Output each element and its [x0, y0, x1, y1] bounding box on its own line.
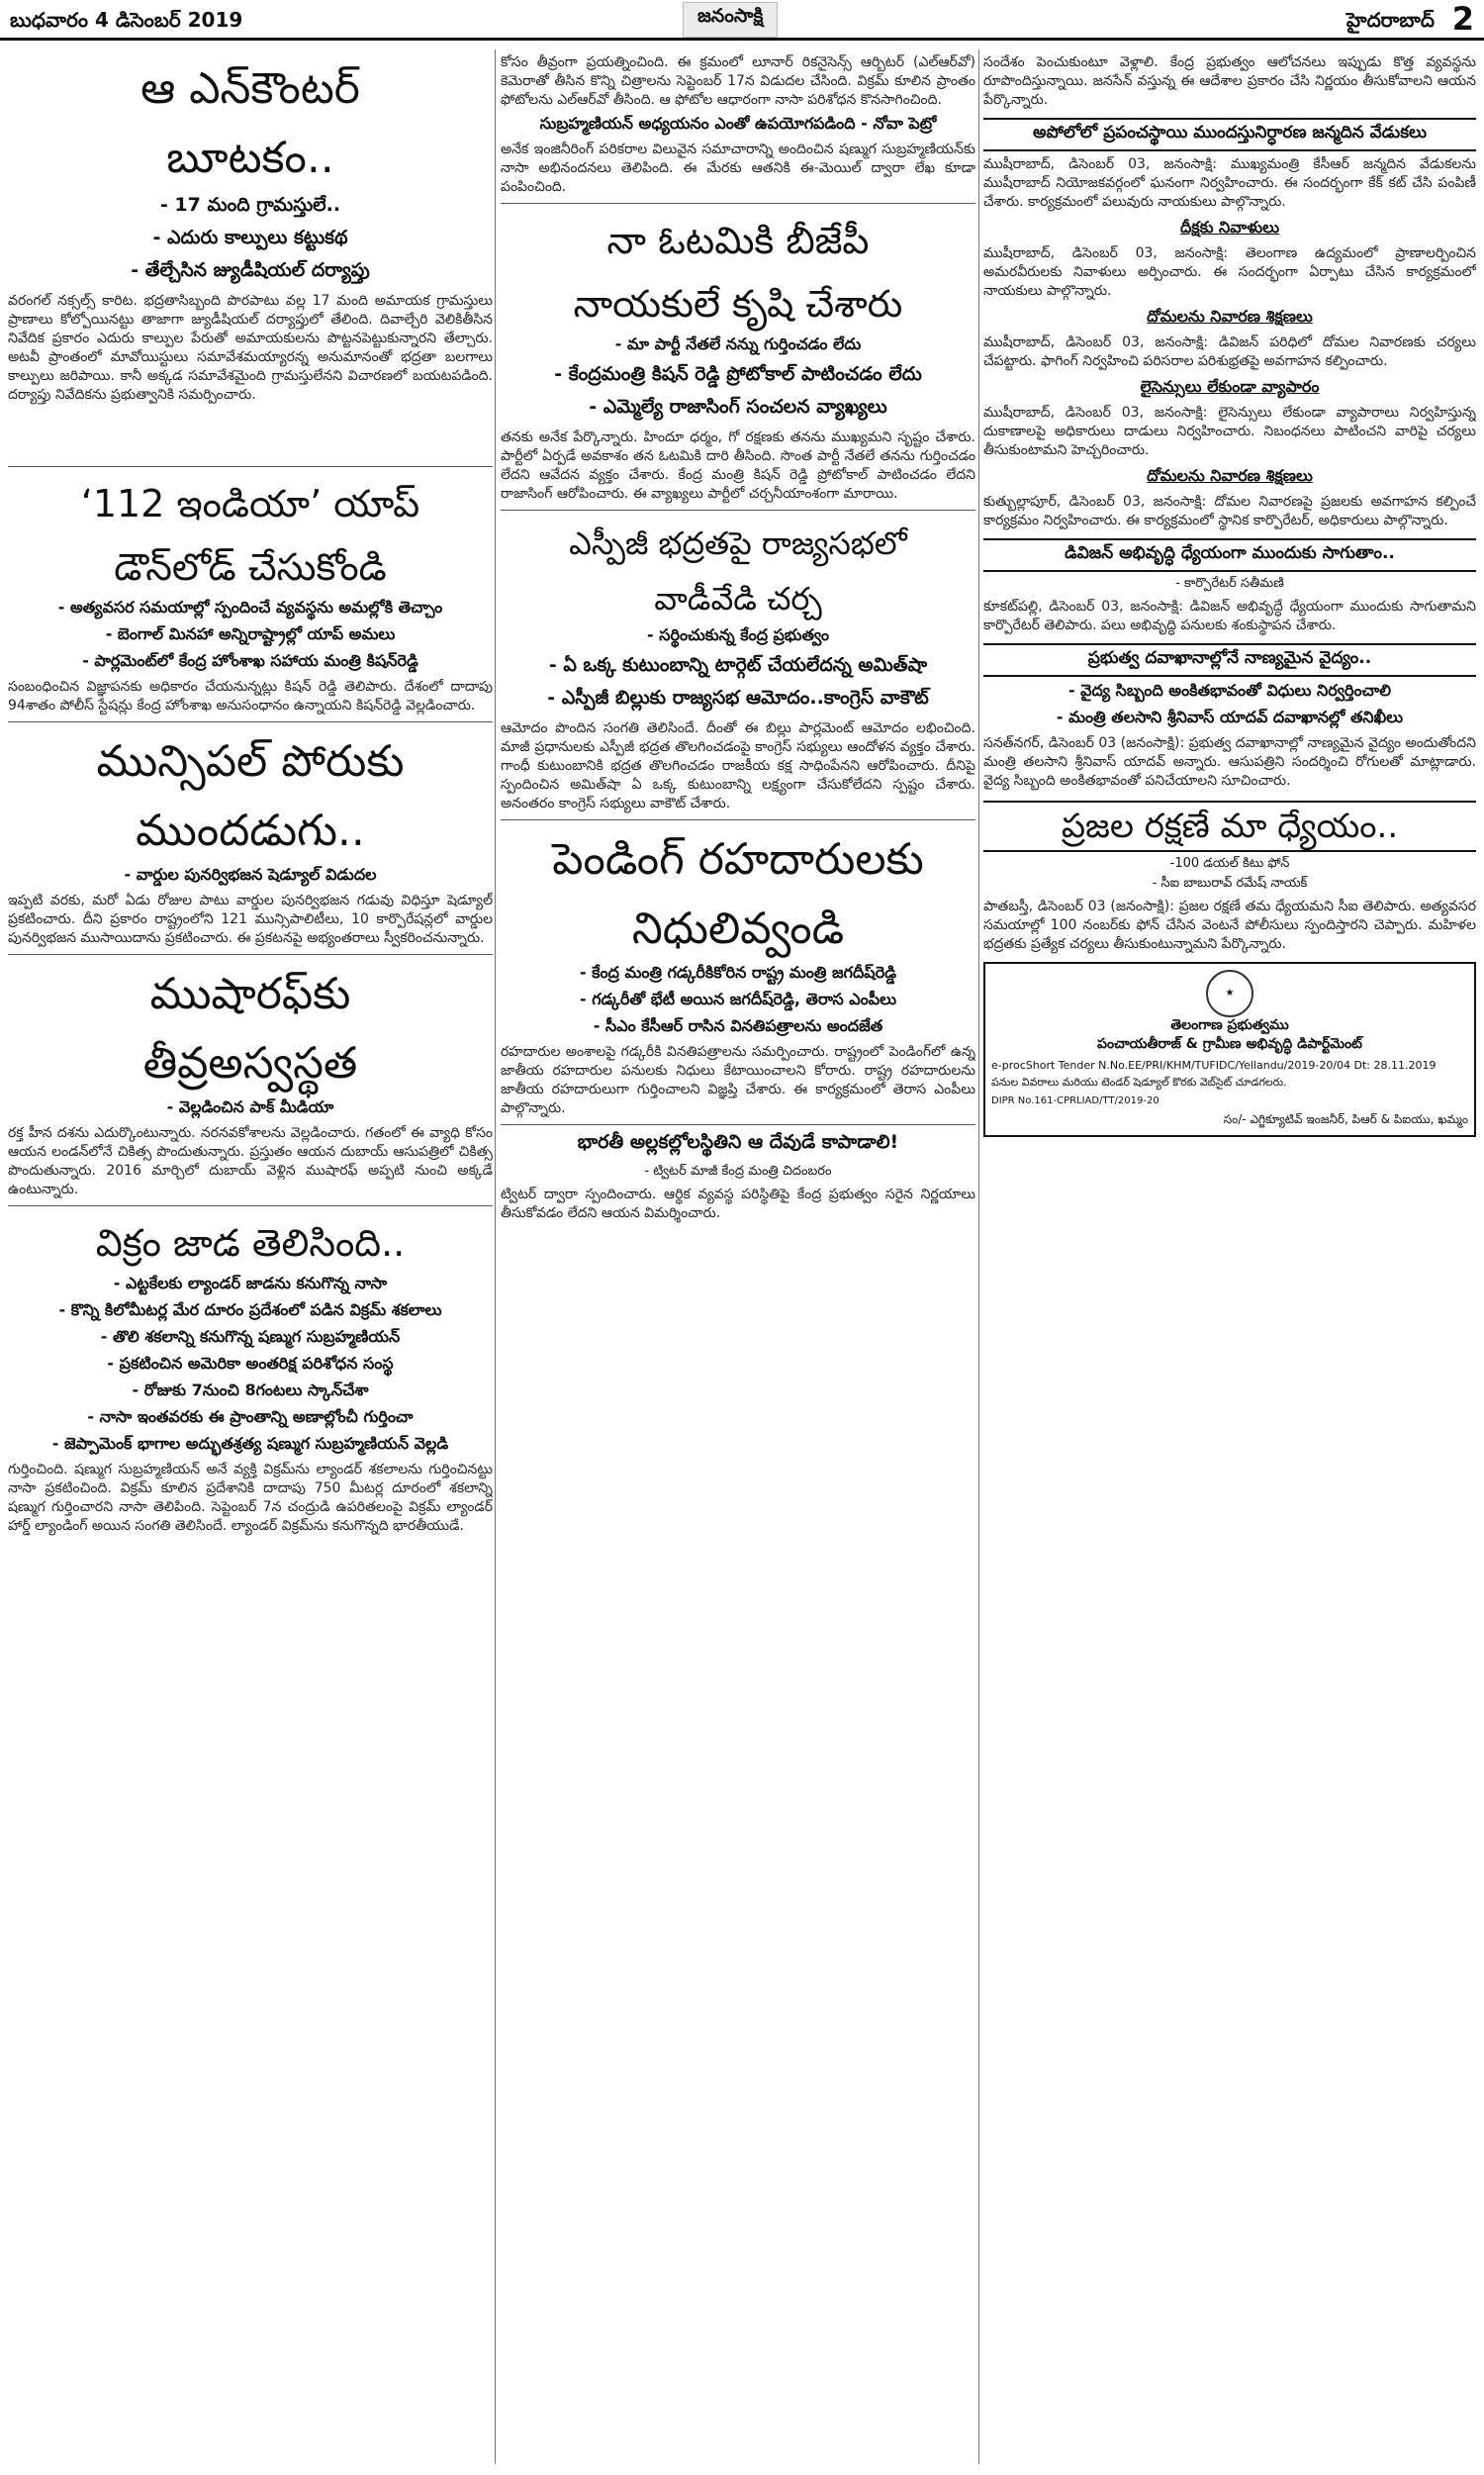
byline: - సీఐ బాబురావ్‌ రమేష్‌ నాయక్‌ — [1152, 876, 1308, 891]
subheadline: - ఏ ఒక్క కుటుంబాన్ని టార్గెట్‌ చేయలేదన్న అమిత్‌షా — [548, 654, 928, 676]
subheadline: - కేంద్రమంత్రి కిషన్‌ రెడ్డి ప్రోటోకాల్‌ పాటించడం లేదు — [554, 363, 922, 385]
column-2 — [501, 49, 975, 1229]
headline: మున్సిపల్‌ పోరుకు — [96, 736, 405, 787]
column-1 — [8, 49, 493, 1542]
story-body: ముషీరాబాద్‌, డిసెంబర్‌ 03, జనంసాక్షి: లైసెన్సులు లేకుండా వ్యాపారాలు నిర్వహిస్తున్న దుకాణాలపై అధికారులు దాడులు నిర్వహించారు. నిబంధనలు పాటించని వారిపై చర్యలు తీసుకుంటామని హెచ్చరించారు. — [983, 405, 1476, 458]
govt-tender-advertisement — [983, 962, 1476, 1137]
subheadline: - కొన్ని కిలోమీటర్ల మేర దూరం ప్రదేశంలో పడిన విక్రమ్‌ శకలాలు — [58, 1300, 442, 1319]
headline: భారతీ అల్లకల్లోలస్థితిని ఆ దేవుడే కాపాడాలి! — [577, 1131, 899, 1153]
headline: నాయకులే కృషి చేశారు — [573, 282, 903, 326]
story-body: ముషీరాబాద్‌, డిసెంబర్‌ 03, జనంసాక్షి: డివిజన్‌ పరిధిలో దోమల నివారణకు చర్యలు చేపట్టారు. ఫాగింగ్‌ నిర్వహించి పరిసరాల పరిశుభ్రతపై అవగాహన కల్పించారు. — [983, 334, 1476, 369]
story-body: అనేక ఇంజినీరింగ్‌ పరికరాల విలువైన సమాచారాన్ని అందించిన షణ్ముగ సుబ్రహ్మణియన్‌కు నాసా అభినందనలు తెలిపింది. ఈ మేరకు ఆతనికి ఈ-మెయిల్‌ ద్వారా లేఖ కూడా పంపించింది. — [501, 142, 975, 195]
government-seal-icon: ★ — [1206, 970, 1253, 1017]
story-roads — [501, 830, 975, 1118]
story-body: తనకు అనేక పేర్కొన్నారు. హిందూ ధర్మం, గో రక్షణకు తనను ముఖ్యమని సృష్టం చేశారు. పార్టీలో ఏర్పడే అవకాశం తన ఓటమికి దారి తీసింది. సొంత పార్టీ నేతలే తనను గుర్తించడం లేదని ఆవేదన వ్యక్తం చేశారు. కేంద్ర మంత్రి కిషన్‌ రెడ్డి ప్రోటోకాల్‌ పాటించడం లేదని రాజాసింగ్‌ ఆరోపించారు. ఈ వ్యాఖ్యలు పార్టీలో చర్చనీయాంశంగా మారాయి. — [501, 429, 975, 502]
headline: తీవ్రఅస్వస్థత — [142, 1038, 358, 1089]
subheadline: - ఎదురు కాల్పులు కట్టుకథ — [152, 227, 348, 248]
subheadline: - ఎమ్మెల్యే రాజాసింగ్‌ సంచలన వ్యాఖ్యలు — [589, 396, 887, 418]
story-continued — [983, 53, 1476, 110]
section-heading: దోమలను నివారణ శిక్షణలు — [1147, 307, 1313, 326]
story-body: ట్విటర్‌ ద్వారా స్పందించారు. ఆర్థిక వ్యవస్థ పరిస్థితిపై కేంద్ర ప్రభుత్వం సరైన నిర్ణయాలు తీసుకోవడం లేదని ఆయన విమర్శించారు. — [501, 1187, 975, 1221]
subheadline: - ఎస్పీజీ బిల్లుకు రాజ్యసభ ఆమోదం..కాంగ్రెస్‌ వాకౌట్‌ — [547, 687, 929, 709]
headline: ప్రజల రక్షణే మా ధ్యేయం.. — [983, 801, 1476, 852]
story-body: సందేశం పెంచుకుంటూ వెళ్లాలి. కేంద్ర ప్రభుత్వం ఆలోచనలు ఇప్పుడు కొత్త వ్యవస్థను రూపొందిస్తున్నాయి. జనసేన్‌ వస్తున్న ఈ ఆదేశాల ప్రకారం చేసి నిర్ణయం తీసుకోవాలని ఆయన పేర్కొన్నారు. — [983, 54, 1476, 108]
subheadline: - ఎట్టకేలకు ల్యాండర్‌ జాడను కనుగొన్న నాసా — [113, 1274, 388, 1292]
ad-text: పనుల వివరాలు మరియు టెండర్‌ షెడ్యూల్‌ కొరకు వెబ్‌సైట్‌ చూడగలరు. — [991, 1076, 1287, 1089]
story-divider — [8, 1205, 493, 1206]
subheadline: - వెల్లడించిన పాక్‌ మీడియా — [166, 1097, 334, 1116]
headline: ఆ ఎన్‌కౌంటర్ — [140, 63, 360, 114]
story-body: కూకట్‌పల్లి, డిసెంబర్‌ 03, జనంసాక్షి: డివిజన్‌ అభివృద్ధే ధ్యేయంగా ముందుకు సాగుతామని కార్పొరేటర్‌ తెలిపారు. పలు అభివృద్ధి పనులకు శంకుస్థాపన చేశారు. — [983, 599, 1476, 633]
subheadline: - సర్థించుకున్న కేంద్ర ప్రభుత్వం — [647, 625, 829, 644]
story-cm-birthday — [983, 118, 1476, 212]
story-govt-hospitals — [983, 643, 1476, 791]
pull-quote: సుబ్రహ్మణియన్‌ అధ్యయనం ఎంతో ఉపయోగపడింది - నోవా పెట్రో — [539, 114, 937, 133]
subheadline: - అత్యవసర సమయాల్లో స్పందించే వ్యవస్థను అమల్లోకి తెచ్చాం — [57, 598, 443, 617]
story-body: గుర్తించింది. షణ్ముగ సుబ్రహ్మణియన్‌ అనే వ్యక్తి విక్రమ్‌ను ల్యాండర్‌ శకలాలను గుర్తించినట్టు నాసా ప్రకటించింది. విక్రమ్‌ కూలిన ప్రదేశానికి దాదాపు 750 మీటర్ల దూరంలో శకలాన్ని షణ్ముగ గుర్తించారని నాసా తెలిపింది. సెప్టెంబర్‌ 7న చంద్రుడి ఉపరితలంపై విక్రమ్‌ ల్యాండర్‌ హార్డ్‌ ల్యాండింగ్‌ అయిన సంగతి తెలిసిందే. ల్యాండర్‌ విక్రమ్‌ను కనుగొన్నది భారతీయుడే. — [8, 1462, 493, 1534]
headline: డౌన్‌లోడ్‌ చేసుకోండి — [114, 545, 387, 589]
section-heading: ప్రభుత్వ దవాఖానాల్లోనే నాణ్యమైన వైద్యం.. — [983, 643, 1476, 677]
story-divider — [8, 721, 493, 722]
story-public-safety — [983, 801, 1476, 954]
subheadline: - కేంద్ర మంత్రి గడ్కరీకికోరిన రాష్ట్ర మంత్రి జగదీష్‌రెడ్డి — [579, 963, 897, 982]
story-body: ముషీరాబాద్‌, డిసెంబర్‌ 03, జనంసాక్షి: తెలంగాణ ఉద్యమంలో ప్రాణాలర్పించిన అమరవీరులకు నివాళులు అర్పించారు. ఈ సందర్భంగా ఏర్పాటు చేసిన కార్యక్రమంలో నాయకులు పాల్గొన్నారు. — [983, 245, 1476, 299]
story-rajasingh — [501, 214, 975, 504]
story-body: ఆమోదం పొందిన సంగతి తెలిసిందే. దీంతో ఈ బిల్లు పార్లమెంట్‌ ఆమోదం లభించింది. మాజీ ప్రధానులకు ఎస్పీజీ భద్రత తొలగించడంపై కాంగ్రెస్‌ సభ్యులు ఆందోళన వ్యక్తం చేశారు. గాంధీ కుటుంబానికి భద్రత తొలగించడం రాజకీయ కక్ష సాధింపేనని ఆరోపించారు. దీనిపై స్పందించిన అమిత్‌షా ఏ ఒక్క కుటుంబాన్ని లక్ష్యంగా చేసుకోలేదని స్పష్టం చేశారు. అనంతరం కాంగ్రెస్‌ సభ్యులు వాకౌట్‌ చేశారు. — [501, 720, 975, 811]
headline: ముషారఫ్‌కు — [149, 969, 351, 1019]
subheadline: - వైద్య సిబ్బంది అంకితభావంతో విధులు నిర్వర్తించాలి — [1067, 681, 1392, 700]
story-body: కుత్బుల్లాపూర్‌, డిసెంబర్‌ 03, జనంసాక్షి: దోమల నివారణపై ప్రజలకు అవగాహన కల్పించే కార్యక్రమం నిర్వహించారు. ఈ కార్యక్రమంలో స్థానిక కార్పొరేటర్‌, అధికారులు పాల్గొన్నారు. — [983, 494, 1476, 528]
section-heading: డివిజన్‌ అభివృద్ధి ధ్యేయంగా ముందుకు సాగుతాం.. — [983, 538, 1476, 572]
story-encounter — [8, 59, 493, 460]
subheadline: - ప్రకటించిన అమెరికా అంతరిక్ష పరిశోధన సంస్థ — [107, 1354, 394, 1373]
story-body: కోసం తీవ్రంగా ప్రయత్నించింది. ఈ క్రమంలో లూనార్‌ రికనైసెన్స్‌ ఆర్బిటర్‌ (ఎల్‌ఆర్‌వో) కెమెరాతో తీసిన కొన్ని చిత్రాలను సెప్టెంబర్‌ 17న విడుదల చేసింది. విక్రమ్‌ కూలిన ప్రాంతం ఫోటోలను ఎల్‌ఆర్‌వో తీసింది. ఆ ఫోటోల ఆధారంగా నాసా పరిశోధన కొనసాగించింది. — [501, 54, 975, 108]
ad-title: తెలంగాణ ప్రభుత్వము — [1170, 1017, 1289, 1033]
issue-date: బుధవారం 4 డిసెంబర్ 2019 — [10, 8, 243, 32]
story-body: వరంగల్‌ నక్సల్స్‌ కారిట. భద్రతాసిబ్బంది పొరపాటు వల్ల 17 మంది అమాయక గ్రామస్తులు ప్రాణాలు కోల్పోయినట్టు తాజాగా జ్యుడీషియల్‌ దర్యాప్తులో తేలింది. దివాల్చేరి వెలికితీసిన నివేదిక ప్రకారం ఎదురు కాల్పుల పేరుతో అమాయకులను పొట్టనపెట్టుకున్నారని తేల్చారు. అటవీ ప్రాంతంలో మావోయిస్టులు సమావేశమయ్యారన్న అనుమానంతో భద్రతా బలగాలు కాల్పులు జరిపాయి. కానీ అక్కడ సమావేశమైంది గ్రామస్తులేనని విచారణలో బయటపడింది. దర్యాప్తు నివేదికను ప్రభుత్వానికి సమర్పించారు. — [8, 293, 493, 403]
ad-signature: సం/- ఎగ్జిక్యూటివ్‌ ఇంజనీర్‌, పిఆర్‌ & పిఐయు, ఖమ్మం — [1223, 1112, 1468, 1126]
byline: - కార్పొరేటర్‌ సతీమణి — [1175, 576, 1284, 591]
story-spg — [501, 521, 975, 813]
headline: ‘112 ఇండియా’ యాప్‌ — [80, 482, 420, 525]
edition-city: హైదరాబాద్ — [1345, 8, 1435, 32]
story-body: సంబంధించిన విజ్ఞాపనకు అధికారం చేయనున్నట్లు కిషన్‌ రెడ్డి తెలిపారు. దేశంలో దాదాపు 94శాతం పోలీస్‌ స్టేషన్లు కేంద్ర హోంశాఖ అనుసంధానం ఉన్నాయని కిషన్‌రెడ్డి వెల్లడించారు. — [8, 679, 493, 714]
subheadline: - వార్డుల పునర్విభజన షెడ్యూల్‌ విడుదల — [124, 865, 377, 884]
story-divider — [501, 819, 975, 820]
story-musharraf — [8, 965, 493, 1199]
story-vikram — [8, 1216, 493, 1536]
column-divider — [495, 49, 496, 2464]
section-heading: దోమలను నివారణ శిక్షణలు — [1147, 466, 1313, 485]
story-body: రక్త హీన దశను ఎదుర్కొంటున్నారు. నరనవకోశాలను వెల్లడించారు. గతంలో ఈ వ్యాధి కోసం ఆయన లండన్‌లోనే చికిత్స పొందుతున్నారు. ప్రస్తుతం ఆయన దుబాయ్‌ ఆసుపత్రిలో చికిత్స పొందుతున్నారు. 2016 మార్చిలో దుబాయ్‌ వెళ్లిన ముషారఫ్‌ అప్పటి నుంచి అక్కడే ఉంటున్నారు. — [8, 1125, 493, 1197]
section-heading: అపోలోలో ప్రపంచస్థాయి ముందస్తునిర్ధారణ జన్మదిన వేడుకలు — [983, 118, 1476, 151]
headline: ఎస్పీజీ భద్రతపై రాజ్యసభలో — [569, 524, 907, 562]
headline: నిధులివ్వండి — [631, 904, 845, 954]
page-number: 2 — [1451, 0, 1474, 38]
headline: వాడీవేడి చర్చ — [654, 580, 822, 618]
byline: - ట్విటర్‌ మాజీ కేంద్ర మంత్రి చిదంబరం — [644, 1164, 832, 1179]
section-heading: లైసెన్సులు లేకుండా వ్యాపారం — [1140, 377, 1320, 396]
masthead — [0, 0, 1484, 55]
section-heading: దీక్షకు నివాళులు — [1179, 218, 1280, 237]
story-divider — [501, 1124, 975, 1125]
headline: విక్రం జాడ తెలిసింది.. — [95, 1221, 406, 1265]
subheadline: - గడ్కరీతో భేటీ అయిన జగదీష్‌రెడ్డి, తెరాస ఎంపీలు — [580, 990, 896, 1008]
subheadline: - పార్లమెంట్‌లో కేంద్ర హోంశాఖ సహాయ మంత్రి కిషన్‌రెడ్డి — [82, 651, 418, 670]
subheadline: - మా పార్టీ నేతలే నన్ను గుర్తించడం లేదు — [614, 334, 862, 353]
subheadline: - నాసా ఇంతవరకు ఈ ప్రాంతాన్ని అణాల్లోంచీ గుర్తించా — [87, 1407, 414, 1426]
subheadline: - తేల్చేసిన జ్యుడీషియల్‌ దర్యాప్తు — [131, 259, 370, 281]
subheadline: - తొలి శకలాన్ని కనుగొన్న షణ్ముగ సుబ్రహ్మణియన్‌ — [100, 1327, 401, 1346]
headline: పెండింగ్‌ రహదారులకు — [552, 834, 924, 885]
ad-subtitle: పంచాయతీరాజ్‌ & గ్రామీణ అభివృద్ధి డిపార్ట్‌మెంట్‌ — [1097, 1036, 1362, 1052]
column-divider — [978, 49, 979, 2464]
story-licenses — [983, 377, 1476, 460]
story-mosquito-2 — [983, 466, 1476, 530]
story-body: పాతబస్తీ, డిసెంబర్‌ 03 (జనంసాక్షి): ప్రజల రక్షణే తమ ధ్యేయమని సీఐ తెలిపారు. అత్యవసర సమయాల్లో 100 నంబర్‌కు ఫోన్‌ చేసిన వెంటనే పోలీసులు స్పందిస్తారని చెప్పారు. మహిళల భద్రతకు ప్రత్యేక చర్యలు తీసుకుంటున్నామని పేర్కొన్నారు. — [983, 899, 1476, 952]
story-mosquito-1 — [983, 307, 1476, 371]
story-vikram-continued — [501, 53, 975, 197]
story-divider — [8, 466, 493, 467]
story-divider — [8, 954, 493, 955]
story-chidambaram — [501, 1131, 975, 1223]
subheadline: - సీఎం కేసీఆర్‌ రాసిన వినతిపత్రాలను అందజేత — [593, 1016, 883, 1035]
headline: నా ఓటమికి బీజేపీ — [606, 219, 870, 262]
story-body: సనత్‌నగర్‌, డిసెంబర్‌ 03 (జనంసాక్షి): ప్రభుత్వ దవాఖానాల్లో నాణ్యమైన వైద్యం అందుతోందని మంత్రి తలసాని శ్రీనివాస్‌ యాదవ్‌ అన్నారు. ఆసుపత్రిని సందర్శించి రోగులతో మాట్లాడారు. వైద్య సిబ్బంది అంకితభావంతో పనిచేయాలని సూచించారు. — [983, 735, 1476, 789]
story-tribute — [983, 218, 1476, 301]
story-divider — [501, 203, 975, 204]
story-divider — [501, 510, 975, 511]
byline: -100 డయల్‌ కిటు ఫోన్‌ — [1169, 856, 1290, 871]
subheadline: - 17 మంది గ్రామస్తులే.. — [159, 194, 341, 216]
ad-code: DIPR No.161-CPRLIAD/TT/2019-20 — [991, 1095, 1159, 1106]
story-division-development — [983, 538, 1476, 635]
newspaper-logo: జనంసాక్షి — [683, 2, 778, 38]
headline: ముందడుగు.. — [136, 806, 365, 856]
subheadline: - జెప్పామెంక్‌ భాగాల అద్భుతశ్రత్య షణ్ముగ సుబ్రహ్మణియన్‌ వెల్లడి — [51, 1434, 449, 1453]
story-body: రహదారుల అంశాలపై గడ్కరీకి వినతిపత్రాలను సమర్పించారు. రాష్ట్రంలో పెండింగ్‌లో ఉన్న జాతీయ రహదారుల పనులకు నిధులు కేటాయించాలని కోరారు. రాష్ట్ర రహదారులను జాతీయ రహదారులుగా గుర్తించాలని విజ్ఞప్తి చేశారు. ఈ కార్యక్రమంలో తెరాస ఎంపీలు పాల్గొన్నారు. — [501, 1044, 975, 1116]
headline: బూటకం.. — [166, 133, 334, 183]
story-municipal — [8, 732, 493, 948]
subheadline: - బెంగాల్‌ మినహా అన్నిరాష్ట్రాల్లో యాప్‌ అమలు — [105, 624, 396, 643]
column-3 — [983, 49, 1476, 1137]
story-body: ముషీరాబాద్‌, డిసెంబర్‌ 03, జనంసాక్షి: ముఖ్యమంత్రి కేసీఆర్‌ జన్మదిన వేడుకలను ముషీరాబాద్‌ నియోజకవర్గంలో ఘనంగా నిర్వహించారు. ఈ సందర్భంగా కేక్‌ కట్‌ చేసి పంపిణీ చేశారు. కార్యక్రమంలో పలువురు నాయకులు పాల్గొన్నారు. — [983, 156, 1476, 210]
ad-reference: e-procShort Tender N.No.EE/PRI/KHM/TUFIDC/Yellandu/2019-20/04 Dt: 28.11.2019 — [991, 1059, 1437, 1072]
story-112-app — [8, 477, 493, 715]
masthead-rule — [0, 38, 1484, 41]
subheadline: - మంత్రి తలసాని శ్రీనివాస్‌ యాదవ్‌ దవాఖానల్లో తనిఖీలు — [1056, 708, 1404, 726]
subheadline: - రోజుకు 7నుంచి 8గంటలు స్కాన్‌చేశా — [132, 1380, 369, 1399]
story-body: ఇప్పటి వరకు, మరో ఏడు రోజుల పాటు వార్డుల పునర్విభజన గడువు విధిస్తూ షెడ్యూల్‌ ప్రకటించారు. దీని ప్రకారం రాష్ట్రంలోని 121 మున్సిపాలిటీలు, 10 కార్పొరేషన్లలో వార్డుల పునర్విభజన ముసాయిదాను ప్రకటించారు. ఈ ప్రకటనపై అభ్యంతరాలు స్వీకరించనున్నారు. — [8, 893, 493, 946]
